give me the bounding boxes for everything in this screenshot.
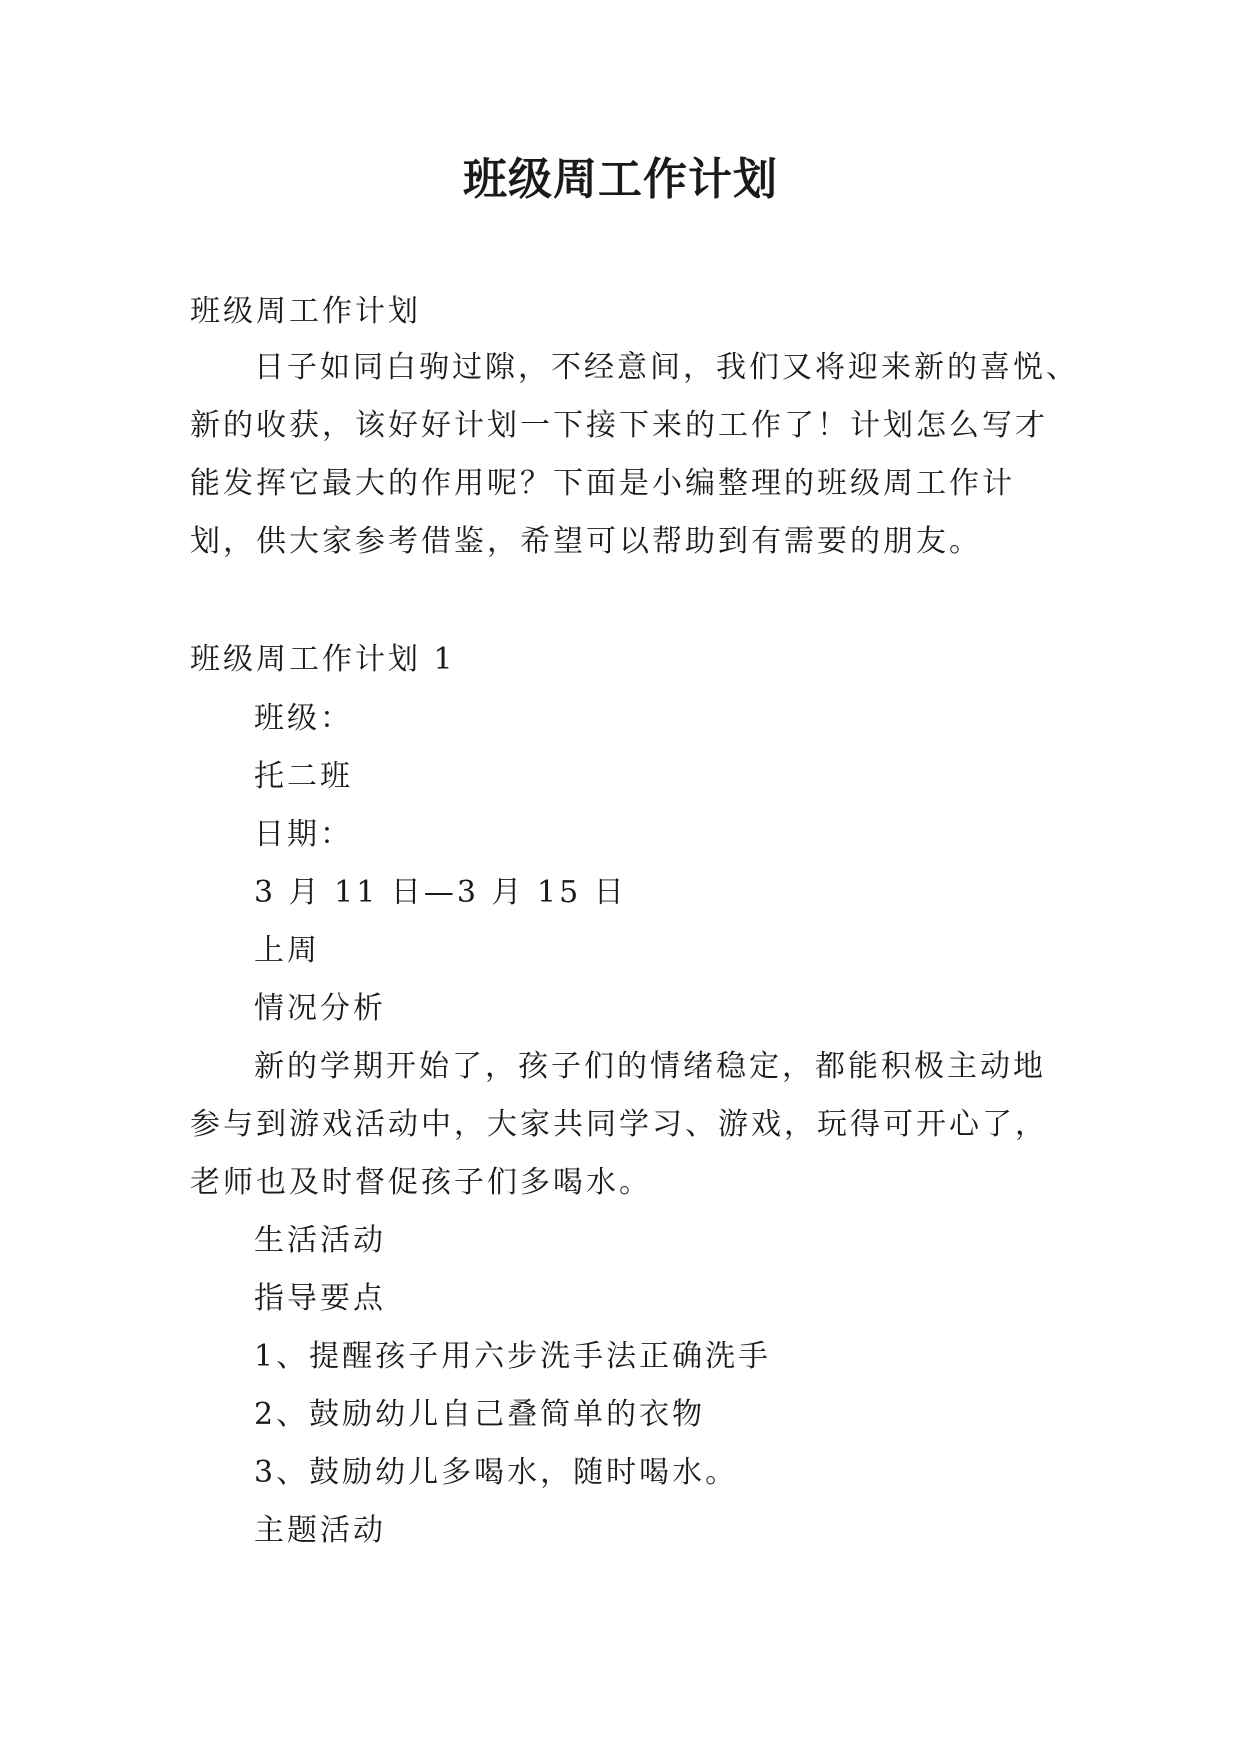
analysis-line: 参与到游戏活动中，大家共同学习、游戏，玩得可开心了， xyxy=(190,1107,1048,1142)
guidance-points-label: 指导要点 xyxy=(254,1281,386,1316)
class-value: 托二班 xyxy=(254,759,353,794)
class-label: 班级： xyxy=(254,701,353,736)
analysis-line: 新的学期开始了，孩子们的情绪稳定，都能积极主动地 xyxy=(254,1049,1046,1084)
document-subtitle: 班级周工作计划 xyxy=(190,294,421,329)
document-title: 班级周工作计划 xyxy=(463,154,778,205)
guidance-point-item: 3、鼓励幼儿多喝水，随时喝水。 xyxy=(254,1455,739,1490)
life-activity-label: 生活活动 xyxy=(254,1223,386,1258)
situation-analysis-label: 情况分析 xyxy=(254,991,386,1026)
guidance-point-item: 1、提醒孩子用六步洗手法正确洗手 xyxy=(254,1339,772,1374)
intro-line: 划，供大家参考借鉴，希望可以帮助到有需要的朋友。 xyxy=(190,524,982,559)
guidance-point-item: 2、鼓励幼儿自己叠简单的衣物 xyxy=(254,1397,706,1432)
analysis-line: 老师也及时督促孩子们多喝水。 xyxy=(190,1165,652,1200)
date-value: 3 月 11 日—3 月 15 日 xyxy=(254,875,627,910)
last-week-label: 上周 xyxy=(254,933,320,968)
date-label: 日期： xyxy=(254,817,353,852)
section-heading: 班级周工作计划 1 xyxy=(190,642,456,677)
theme-activity-label: 主题活动 xyxy=(254,1513,386,1548)
intro-line: 能发挥它最大的作用呢？下面是小编整理的班级周工作计 xyxy=(190,466,1015,501)
intro-line: 新的收获，该好好计划一下接下来的工作了！计划怎么写才 xyxy=(190,408,1048,443)
intro-line: 日子如同白驹过隙，不经意间，我们又将迎来新的喜悦、 xyxy=(254,350,1079,385)
